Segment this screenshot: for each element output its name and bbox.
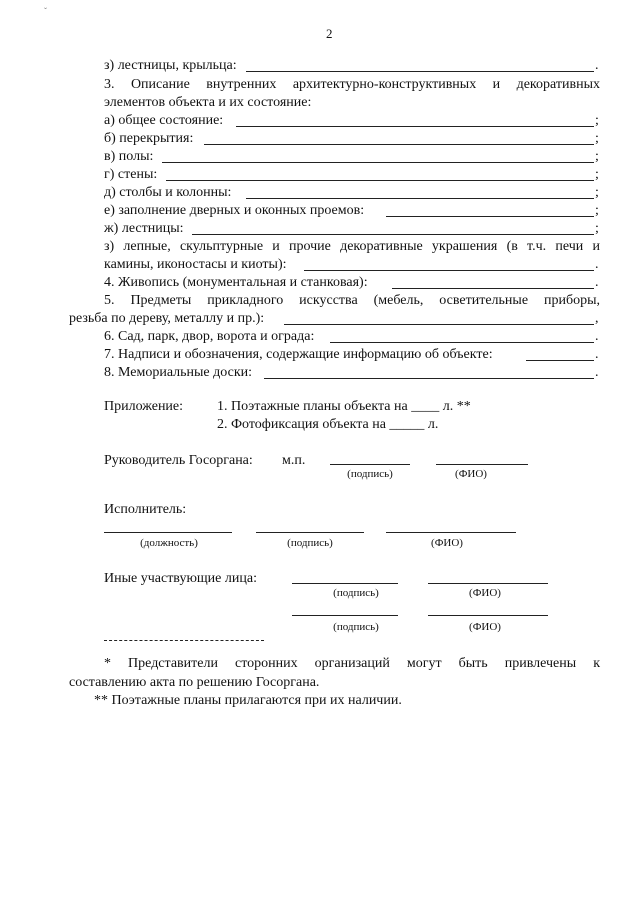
- item-decorations-field[interactable]: [304, 257, 594, 271]
- others-signature-caption-2: (подпись): [333, 621, 379, 633]
- item-floors-ceilings-end: ;: [595, 131, 599, 146]
- item-garden-field[interactable]: [330, 329, 594, 343]
- item-floor-field[interactable]: [162, 149, 594, 163]
- page-number: 2: [326, 26, 333, 41]
- item-painting-end: .: [595, 275, 599, 290]
- executor-position-caption: (должность): [140, 537, 198, 549]
- others-name-line-2[interactable]: [428, 614, 548, 616]
- others-name-line-1[interactable]: [428, 582, 548, 584]
- executor-position-line[interactable]: [104, 531, 232, 533]
- head-signature-caption: (подпись): [347, 468, 393, 480]
- head-name-line[interactable]: [436, 463, 528, 465]
- executor-name-caption: (ФИО): [431, 537, 463, 549]
- item-openings-label: е) заполнение дверных и оконных проемов:: [104, 203, 365, 218]
- item-floor-end: ;: [595, 149, 599, 164]
- others-signature-caption-1: (подпись): [333, 587, 379, 599]
- footnote-1-line2: составлению акта по решению Госоргана.: [69, 675, 320, 690]
- item-applied-art-field[interactable]: [284, 311, 594, 325]
- item-openings-field[interactable]: [386, 203, 594, 217]
- item-general-state-end: ;: [595, 113, 599, 128]
- others-label: Иные участвующие лица:: [104, 571, 257, 586]
- section-3-heading-line2: элементов объекта и их состояние:: [104, 95, 312, 110]
- head-label: Руководитель Госоргана:: [104, 453, 253, 468]
- stamp-mark: м.п.: [282, 453, 306, 468]
- others-name-caption-1: (ФИО): [469, 587, 501, 599]
- others-signature-line-1[interactable]: [292, 582, 398, 584]
- head-signature-line[interactable]: [330, 463, 410, 465]
- executor-signature-line[interactable]: [256, 531, 364, 533]
- item-pillars-label: д) столбы и колонны:: [104, 185, 232, 200]
- item-stairs-end: ;: [595, 221, 599, 236]
- item-painting-label: 4. Живопись (монументальная и станковая):: [104, 275, 368, 290]
- item-walls-field[interactable]: [166, 167, 594, 181]
- item-inscriptions-field[interactable]: [526, 347, 594, 361]
- item-floors-ceilings-field[interactable]: [204, 131, 594, 145]
- item-garden-label: 6. Сад, парк, двор, ворота и ограда:: [104, 329, 315, 344]
- item-openings-end: ;: [595, 203, 599, 218]
- executor-name-line[interactable]: [386, 531, 516, 533]
- item-pillars-end: ;: [595, 185, 599, 200]
- item-walls-end: ;: [595, 167, 599, 182]
- item-applied-art-line2: резьба по дереву, металлу и пр.):: [69, 311, 265, 326]
- item-walls-label: г) стены:: [104, 167, 158, 182]
- item-applied-art-end: ,: [595, 311, 599, 326]
- item-pillars-field[interactable]: [246, 185, 594, 199]
- item-decorations-line1: з) лепные, скульптурные и прочие декоративные украшения (в т.ч. печи и: [104, 239, 600, 254]
- others-name-caption-2: (ФИО): [469, 621, 501, 633]
- item-stairs-label: ж) лестницы:: [104, 221, 184, 236]
- item-inscriptions-label: 7. Надписи и обозначения, содержащие информацию об объекте:: [104, 347, 493, 362]
- footnote-2: ** Поэтажные планы прилагаются при их наличии.: [94, 693, 402, 708]
- item-decorations-line2: камины, иконостасы и киоты):: [104, 257, 287, 272]
- appendix-label: Приложение:: [104, 399, 184, 414]
- item-floors-ceilings-label: б) перекрытия:: [104, 131, 194, 146]
- executor-label: Исполнитель:: [104, 502, 187, 517]
- item-stairs-porches-end: .: [595, 58, 599, 73]
- item-painting-field[interactable]: [392, 275, 594, 289]
- others-signature-line-2[interactable]: [292, 614, 398, 616]
- item-stairs-porches-field[interactable]: [246, 58, 594, 72]
- section-3-heading-line1: 3. Описание внутренних архитектурно-конструктивных и декоративных: [104, 77, 600, 92]
- appendix-item-2: 2. Фотофиксация объекта на _____ л.: [217, 417, 439, 432]
- item-plaques-end: .: [595, 365, 599, 380]
- item-applied-art-line1: 5. Предметы прикладного искусства (мебель, осветительные приборы,: [104, 293, 600, 308]
- executor-signature-caption: (подпись): [287, 537, 333, 549]
- item-plaques-label: 8. Мемориальные доски:: [104, 365, 253, 380]
- item-decorations-end: .: [595, 257, 599, 272]
- scan-mark: ˇ: [44, 6, 47, 16]
- item-floor-label: в) полы:: [104, 149, 154, 164]
- item-inscriptions-end: .: [595, 347, 599, 362]
- footnote-separator: [104, 640, 264, 641]
- item-general-state-label: а) общее состояние:: [104, 113, 224, 128]
- item-stairs-field[interactable]: [192, 221, 594, 235]
- item-garden-end: .: [595, 329, 599, 344]
- head-name-caption: (ФИО): [455, 468, 487, 480]
- footnote-1-line1: * Представители сторонних организаций могут быть привлечены к: [104, 656, 600, 671]
- item-general-state-field[interactable]: [236, 113, 594, 127]
- item-stairs-porches-label: з) лестницы, крыльца:: [104, 58, 237, 73]
- item-plaques-field[interactable]: [264, 365, 594, 379]
- appendix-item-1: 1. Поэтажные планы объекта на ____ л. **: [217, 399, 471, 414]
